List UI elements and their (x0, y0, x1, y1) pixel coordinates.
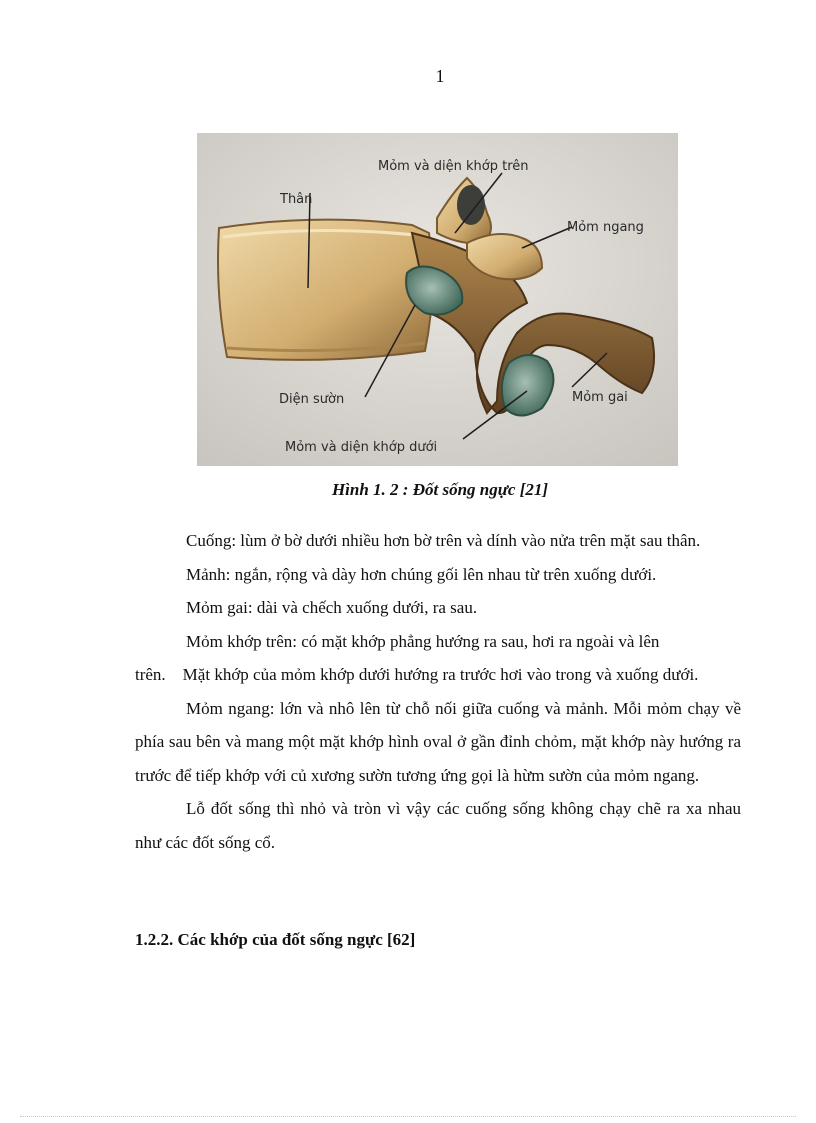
body-text (135, 524, 741, 859)
vertebra-illustration (197, 133, 678, 466)
page-bottom-rule (20, 1116, 796, 1117)
paragraph-mom-khop-tren-cont: trên. Mặt khớp của mỏm khớp dưới hướng ra trước hơi vào trong và xuống dưới. (135, 665, 699, 684)
label-dien-suon: Diện sườn (279, 392, 345, 407)
label-mom-dien-khop-duoi: Mỏm và diện khớp dưới (285, 440, 438, 455)
superior-facet (457, 185, 485, 225)
label-than: Thân (280, 192, 313, 207)
label-mom-dien-khop-tren: Mỏm và diện khớp trên (378, 159, 529, 174)
paragraph-manh: Mảnh: ngắn, rộng và dày hơn chúng gối lên nhau từ trên xuống dưới. (186, 564, 657, 584)
paragraph-cuong: Cuống: lùm ở bờ dưới nhiều hơn bờ trên và dính vào nửa trên mặt sau thân. (186, 531, 701, 550)
paragraph-mom-ngang: Mỏm ngang: lớn và nhô lên từ chỗ nối giữa cuống và mảnh. Mỗi mỏm chạy về phía sau bên và mang một mặt khớp hình oval ở gần đỉnh chỏm, mặt khớp này hướng ra trước để tiếp khớp với củ xương sườn tương ứng gọi là hừm sườn của mỏm ngang. (135, 698, 741, 785)
label-mom-ngang: Mỏm ngang (567, 220, 644, 235)
paragraph-mom-khop-tren: Mỏm khớp trên: có mặt khớp phẳng hướng ra sau, hơi ra ngoài và lên (186, 631, 660, 651)
paragraph-mom-gai: Mỏm gai: dài và chếch xuống dưới, ra sau. (186, 598, 478, 617)
page-number: 1 (435, 66, 445, 86)
vertebra-figure (197, 133, 678, 466)
figure-caption: Hình 1. 2 : Đốt sống ngực [21] (331, 480, 549, 499)
vertebral-body (218, 220, 432, 360)
label-mom-gai: Mỏm gai (572, 390, 628, 405)
section-heading: 1.2.2. Các khớp của đốt sống ngực [62] (135, 930, 416, 949)
paragraph-lo-dot-song: Lỗ đốt sống thì nhỏ và tròn vì vậy các cuống sống không chạy chẽ ra xa nhau như các đốt sống cổ. (135, 799, 741, 852)
